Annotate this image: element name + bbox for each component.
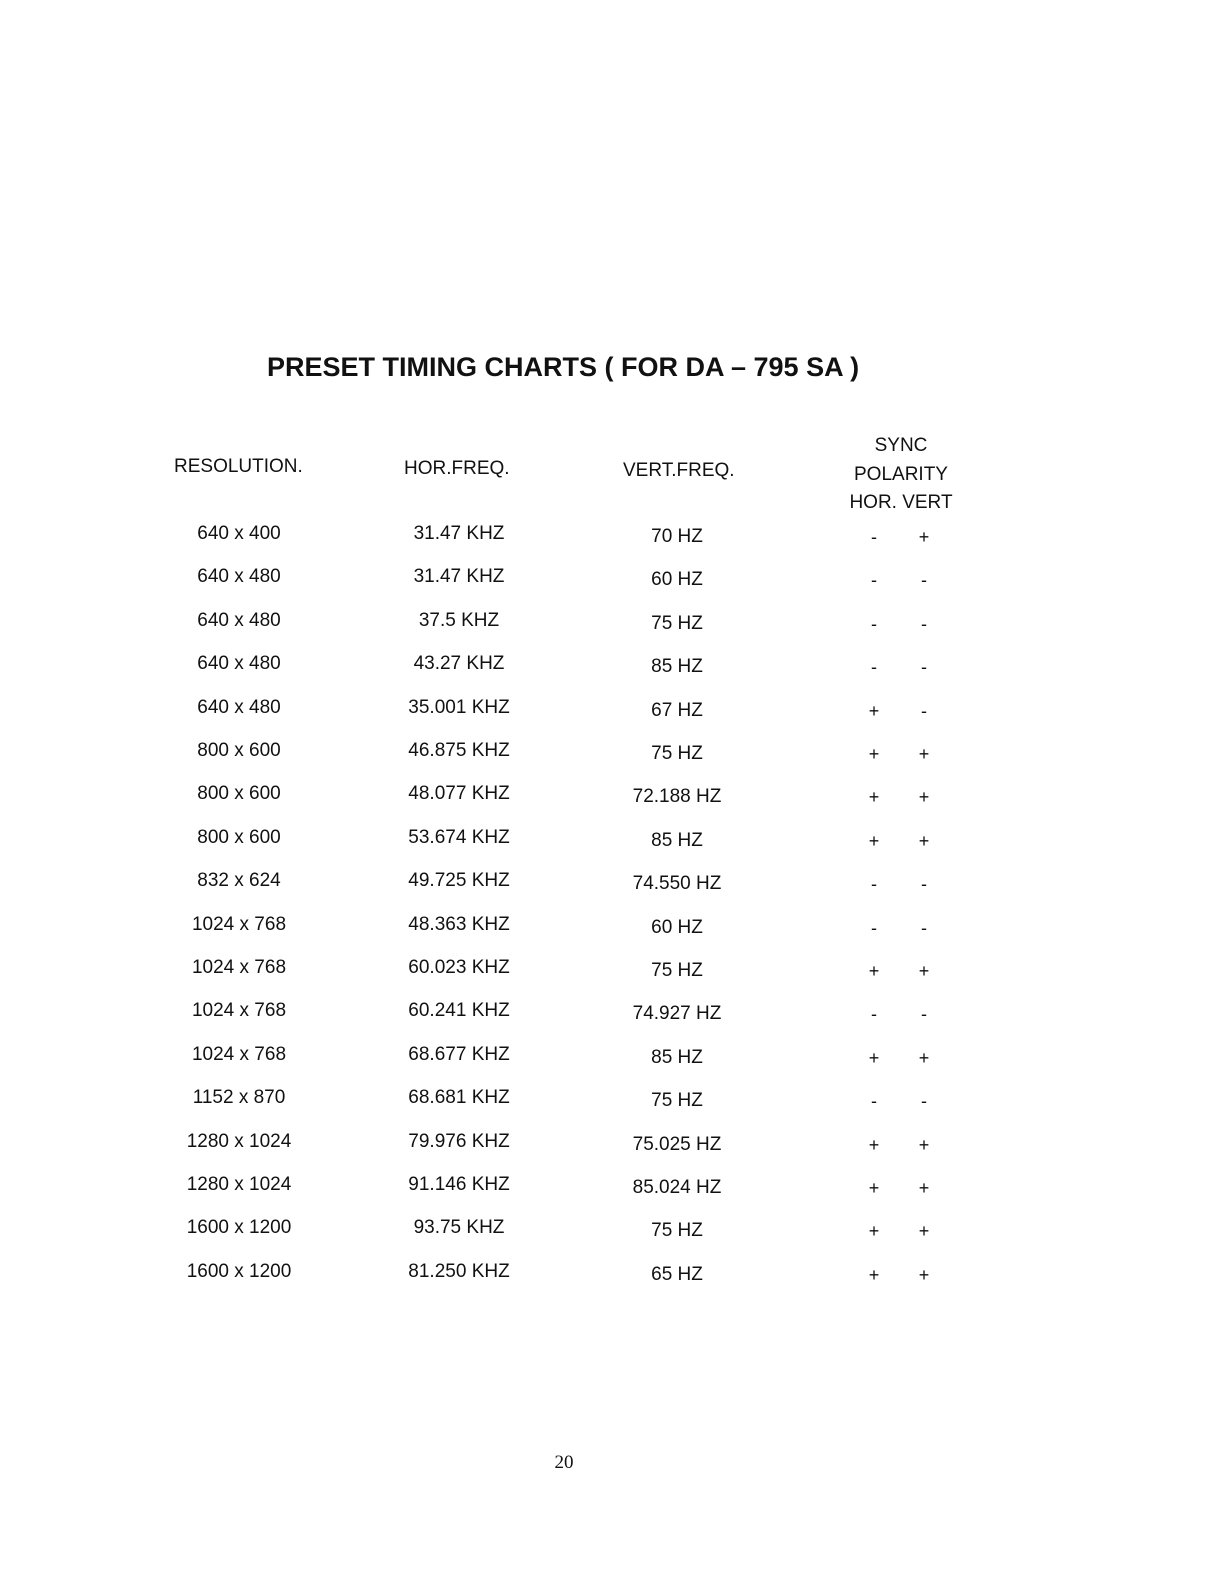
- vert-polarity-cell: +: [918, 1178, 930, 1198]
- hor-polarity-cell: +: [868, 1135, 880, 1155]
- hor-polarity-cell: -: [871, 874, 877, 894]
- header-sync-line3: HOR. VERT: [849, 492, 953, 513]
- table-row: [0, 870, 1224, 900]
- vert-freq-cell: 85 HZ: [651, 656, 703, 677]
- header-vert-freq: VERT.FREQ.: [623, 460, 735, 481]
- resolution-cell: 640 x 480: [197, 610, 281, 631]
- vert-freq-cell: 85.024 HZ: [632, 1177, 722, 1198]
- hor-freq-cell: 68.681 KHZ: [408, 1087, 510, 1108]
- hor-freq-cell: 60.241 KHZ: [408, 1000, 510, 1021]
- vert-polarity-cell: -: [921, 918, 927, 938]
- resolution-cell: 1152 x 870: [192, 1087, 286, 1108]
- resolution-cell: 1280 x 1024: [186, 1174, 292, 1195]
- resolution-cell: 1024 x 768: [191, 1044, 287, 1065]
- hor-polarity-cell: -: [871, 614, 877, 634]
- hor-polarity-cell: +: [868, 961, 880, 981]
- table-row: [0, 610, 1224, 640]
- header-hor-freq: HOR.FREQ.: [404, 458, 510, 479]
- table-row: [0, 1131, 1224, 1161]
- hor-polarity-cell: -: [871, 1004, 877, 1024]
- page-title: PRESET TIMING CHARTS ( FOR DA – 795 SA ): [267, 352, 860, 382]
- resolution-cell: 1024 x 768: [191, 957, 287, 978]
- hor-polarity-cell: -: [871, 657, 877, 677]
- hor-polarity-cell: -: [871, 570, 877, 590]
- vert-freq-cell: 65 HZ: [651, 1264, 703, 1285]
- table-row: [0, 957, 1224, 987]
- table-row: [0, 697, 1224, 727]
- resolution-cell: 1024 x 768: [191, 1000, 287, 1021]
- vert-freq-cell: 74.550 HZ: [632, 873, 722, 894]
- table-row: [0, 1217, 1224, 1247]
- resolution-cell: 800 x 600: [197, 783, 281, 804]
- table-row: [0, 1261, 1224, 1291]
- table-row: [0, 827, 1224, 857]
- vert-polarity-cell: -: [921, 614, 927, 634]
- vert-polarity-cell: +: [918, 744, 930, 764]
- vert-freq-cell: 74.927 HZ: [632, 1003, 722, 1024]
- resolution-cell: 832 x 624: [197, 870, 281, 891]
- table-row: [0, 914, 1224, 944]
- hor-polarity-cell: +: [868, 831, 880, 851]
- hor-freq-cell: 49.725 KHZ: [408, 870, 510, 891]
- hor-polarity-cell: -: [871, 918, 877, 938]
- vert-polarity-cell: +: [918, 831, 930, 851]
- resolution-cell: 640 x 480: [197, 566, 281, 587]
- vert-freq-cell: 70 HZ: [651, 526, 703, 547]
- vert-freq-cell: 60 HZ: [651, 569, 703, 590]
- hor-polarity-cell: -: [871, 1091, 877, 1111]
- vert-polarity-cell: +: [918, 961, 930, 981]
- hor-freq-cell: 60.023 KHZ: [408, 957, 510, 978]
- header-resolution: RESOLUTION.: [174, 456, 303, 477]
- resolution-cell: 800 x 600: [197, 740, 281, 761]
- vert-freq-cell: 72.188 HZ: [632, 786, 722, 807]
- table-row: [0, 1087, 1224, 1117]
- hor-freq-cell: 31.47 KHZ: [413, 523, 505, 544]
- hor-polarity-cell: +: [868, 701, 880, 721]
- hor-freq-cell: 68.677 KHZ: [408, 1044, 510, 1065]
- table-row: [0, 566, 1224, 596]
- resolution-cell: 1024 x 768: [191, 914, 287, 935]
- vert-freq-cell: 75.025 HZ: [632, 1134, 722, 1155]
- hor-polarity-cell: +: [868, 744, 880, 764]
- resolution-cell: 800 x 600: [197, 827, 281, 848]
- resolution-cell: 640 x 400: [197, 523, 281, 544]
- vert-freq-cell: 67 HZ: [651, 700, 703, 721]
- table-row: [0, 1044, 1224, 1074]
- hor-freq-cell: 48.363 KHZ: [408, 914, 510, 935]
- hor-polarity-cell: +: [868, 787, 880, 807]
- hor-freq-cell: 43.27 KHZ: [413, 653, 505, 674]
- vert-freq-cell: 75 HZ: [651, 960, 703, 981]
- hor-freq-cell: 53.674 KHZ: [408, 827, 510, 848]
- hor-freq-cell: 31.47 KHZ: [413, 566, 505, 587]
- hor-freq-cell: 81.250 KHZ: [408, 1261, 510, 1282]
- hor-freq-cell: 37.5 KHZ: [418, 610, 500, 631]
- vert-polarity-cell: +: [918, 787, 930, 807]
- vert-polarity-cell: +: [918, 1135, 930, 1155]
- table-row: [0, 523, 1224, 553]
- vert-freq-cell: 75 HZ: [651, 743, 703, 764]
- table-row: [0, 740, 1224, 770]
- vert-polarity-cell: -: [921, 701, 927, 721]
- hor-polarity-cell: +: [868, 1221, 880, 1241]
- table-row: [0, 1000, 1224, 1030]
- vert-polarity-cell: -: [921, 570, 927, 590]
- hor-freq-cell: 48.077 KHZ: [408, 783, 510, 804]
- hor-polarity-cell: -: [871, 527, 877, 547]
- hor-freq-cell: 91.146 KHZ: [408, 1174, 510, 1195]
- header-sync-line1: SYNC: [874, 435, 928, 456]
- vert-freq-cell: 75 HZ: [651, 1220, 703, 1241]
- vert-polarity-cell: -: [921, 1091, 927, 1111]
- vert-freq-cell: 85 HZ: [651, 830, 703, 851]
- vert-polarity-cell: +: [918, 1048, 930, 1068]
- table-row: [0, 653, 1224, 683]
- vert-polarity-cell: +: [918, 1265, 930, 1285]
- page-number: 20: [554, 1452, 574, 1473]
- vert-polarity-cell: -: [921, 874, 927, 894]
- hor-freq-cell: 93.75 KHZ: [413, 1217, 505, 1238]
- vert-polarity-cell: +: [918, 1221, 930, 1241]
- table-row: [0, 783, 1224, 813]
- vert-polarity-cell: +: [918, 527, 930, 547]
- resolution-cell: 1600 x 1200: [186, 1261, 292, 1282]
- header-sync-line2: POLARITY: [854, 463, 948, 485]
- vert-freq-cell: 75 HZ: [651, 1090, 703, 1111]
- hor-polarity-cell: +: [868, 1178, 880, 1198]
- vert-freq-cell: 75 HZ: [651, 613, 703, 634]
- resolution-cell: 1280 x 1024: [186, 1131, 292, 1152]
- hor-freq-cell: 79.976 KHZ: [408, 1131, 510, 1152]
- vert-polarity-cell: -: [921, 1004, 927, 1024]
- vert-freq-cell: 60 HZ: [651, 917, 703, 938]
- vert-freq-cell: 85 HZ: [651, 1047, 703, 1068]
- header-sync-polarity: [830, 432, 972, 518]
- resolution-cell: 640 x 480: [197, 653, 281, 674]
- table-row: [0, 1174, 1224, 1204]
- vert-polarity-cell: -: [921, 657, 927, 677]
- hor-polarity-cell: +: [868, 1265, 880, 1285]
- hor-freq-cell: 35.001 KHZ: [408, 697, 510, 718]
- resolution-cell: 640 x 480: [197, 697, 281, 718]
- resolution-cell: 1600 x 1200: [186, 1217, 292, 1238]
- hor-freq-cell: 46.875 KHZ: [408, 740, 510, 761]
- hor-polarity-cell: +: [868, 1048, 880, 1068]
